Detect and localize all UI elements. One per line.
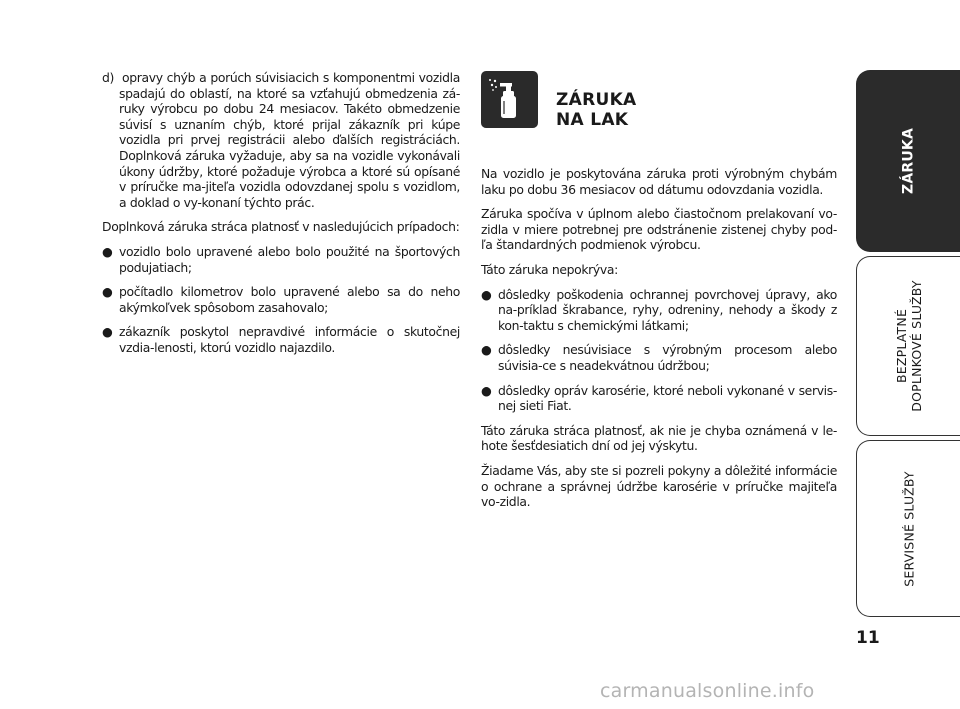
bullet-icon: ●: [481, 382, 492, 398]
tab-bezplatne-label-line-1: BEZPLATNÉ: [893, 308, 909, 384]
section-title: [556, 90, 637, 130]
list-item-text: zákazník poskytol nepravdivé informácie o skutočnej vzdia-lenosti, ktorú vozidlo najazdilo.: [119, 324, 460, 355]
list-item: [481, 287, 837, 334]
tab-bezplatne-label: [894, 280, 924, 411]
tab-zaruka[interactable]: [856, 70, 960, 252]
list-item: [481, 342, 837, 373]
bullet-icon: ●: [481, 286, 492, 302]
paint-warranty-para-4: Žiadame Vás, aby ste si pozreli pokyny a dôležité informácie o ochrane a správnej údržbe karosérie v príručke majiteľa vo-zidla.: [481, 462, 837, 510]
right-column: [481, 166, 837, 519]
left-lead-text: Doplnková záruka stráca platnosť v nasledujúcich prípadoch:: [102, 219, 460, 235]
item-d-text: opravy chýb a porúch súvisiacich s komponentmi vozidla spadajú do oblastí, na ktoré sa vzťahujú obmedzenia zá-ruky výrobcu po dobu 24 mesiacov. Takéto obmedzenie súvisí s uznaním chýb, ktoré prijal zákazník pri kúpe vozidla pri prvej registrácii alebo ďalších registráciách. Doplnková záruka vyžaduje, aby sa na vozidle vykonávali úkony údržby, ktoré požaduje výrobca a ktoré sú opísané v príručke ma-jiteľa vozidla odovzdanej spolu s vozidlom, a doklad o vy-konaní týchto prác.: [119, 70, 460, 210]
list-item-text: dôsledky nesúvisiace s výrobným procesom alebo súvisia-ce s neadekvátnou údržbou;: [498, 342, 837, 373]
list-item-text: vozidlo bolo upravené alebo bolo použité na športových podujatiach;: [119, 243, 460, 275]
list-item-text: dôsledky opráv karosérie, ktoré neboli vykonané v servis-nej sieti Fiat.: [498, 382, 837, 414]
page-number: 11: [856, 628, 880, 648]
tab-bezplatne-doplnkove-sluzby[interactable]: [856, 256, 960, 436]
tab-servisne-sluzby[interactable]: [856, 440, 960, 617]
list-item-text: dôsledky poškodenia ochrannej povrchovej úpravy, ako na-príklad škrabance, ryhy, odreniny, nehody a škody z kon-taktu s chemickými látkami;: [498, 286, 837, 333]
watermark: carmanualsonline.info: [600, 680, 815, 702]
bullet-icon: ●: [102, 324, 113, 340]
paint-warranty-para-3: Táto záruka stráca platnosť, ak nie je chyba oznámená v le-hote šesťdesiatich dní od jej výskytu.: [481, 422, 837, 454]
list-item: [481, 383, 837, 414]
list-item-text: počítadlo kilometrov bolo upravené alebo sa do neho akýmkoľvek spôsobom zasahovalo;: [119, 284, 460, 315]
item-d-marker: d): [102, 70, 114, 85]
tab-zaruka-label: ZÁRUKA: [900, 127, 916, 195]
right-lead-text: Táto záruka nepokrýva:: [481, 261, 618, 277]
tab-bezplatne-label-line-2: DOPLNKOVÉ SLUŽBY: [908, 280, 924, 412]
list-item: [102, 244, 460, 275]
tab-servisne-label: SERVISNÉ SLUŽBY: [901, 470, 916, 587]
paint-warranty-para-1: Na vozidlo je poskytována záruka proti výrobným chybám laku po dobu 36 mesiacov od dátumu odovzdania vozidla.: [481, 166, 837, 197]
list-item: [102, 284, 460, 315]
left-column: [102, 70, 460, 365]
bullet-icon: ●: [102, 284, 113, 300]
title-line-2: NA LAK: [556, 110, 629, 130]
title-line-1: ZÁRUKA: [556, 90, 637, 110]
spray-paint-can-icon: [481, 71, 538, 128]
bullet-icon: ●: [481, 342, 492, 358]
item-d: [102, 70, 460, 210]
paint-warranty-para-2: Záruka spočíva v úplnom alebo čiastočnom prelakovaní vo-zidla v miere potrebnej pre odstránenie zistenej chyby pod-ľa štandardných podmienok výrobcu.: [481, 206, 837, 253]
bullet-icon: ●: [102, 243, 113, 259]
list-item: [102, 324, 460, 355]
